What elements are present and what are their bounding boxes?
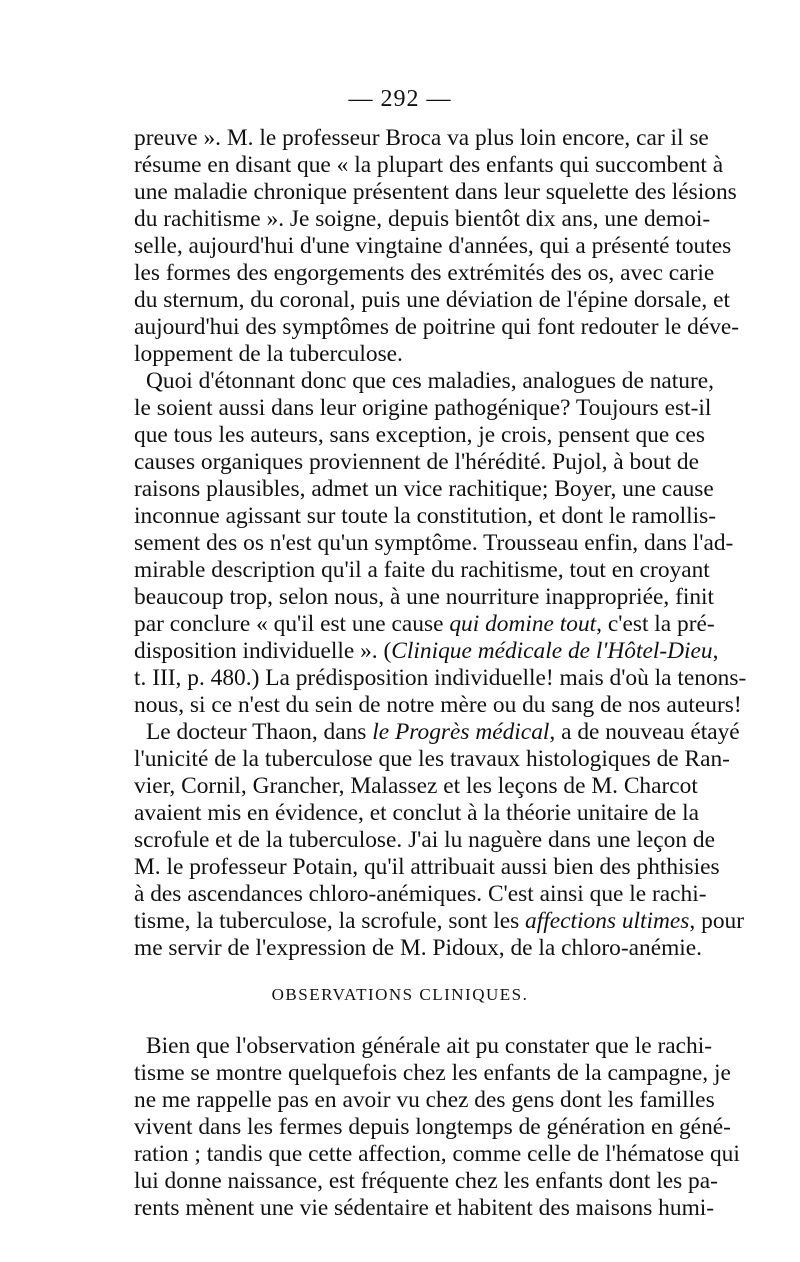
text-span: , c'est la pré- (596, 611, 715, 637)
page-number: — 292 — (348, 86, 452, 112)
text-line: inconnue agissant sur toute la constitution, et dont le ramollis- (134, 503, 717, 529)
text-line: les formes des engorgements des extrémités des os, avec carie (134, 260, 715, 286)
text-line: à des ascendances chloro-anémiques. C'est ainsi que le rachi- (134, 881, 707, 907)
text-line: me servir de l'expression de M. Pidoux, de la chloro-anémie. (134, 935, 703, 961)
text-line (146, 717, 740, 747)
text-line: loppement de la tuberculose. (134, 341, 403, 367)
text-line: une maladie chronique présentent dans leur squelette des lésions (134, 179, 737, 205)
text-span: tisme, la tuberculose, la scrofule, sont les (134, 908, 526, 934)
text-line: ne me rappelle pas en avoir vu chez des gens dont les familles (134, 1087, 715, 1113)
text-line: ration ; tandis que cette affection, comme celle de l'hématose qui (134, 1141, 740, 1167)
text-line: lui donne naissance, est fréquente chez les enfants dont les pa- (134, 1168, 718, 1194)
text-line: avaient mis en évidence, et conclut à la théorie unitaire de la (134, 800, 700, 826)
text-line: mirable description qu'il a faite du rachitisme, tout en croyant (134, 557, 710, 583)
text-line (134, 636, 719, 666)
text-line: tisme se montre quelquefois chez les enfants de la campagne, je (134, 1060, 731, 1086)
italic-citation: Clinique médicale de l'Hôtel-Dieu (391, 638, 713, 664)
text-line: raisons plausibles, admet un vice rachitique; Boyer, une cause (134, 476, 714, 502)
text-line: vier, Cornil, Grancher, Malassez et les leçons de M. Charcot (134, 773, 698, 799)
text-line: selle, aujourd'hui d'une vingtaine d'années, qui a présenté toutes (134, 233, 732, 259)
text-line: du rachitisme ». Je soigne, depuis bientôt dix ans, une demoi- (134, 206, 711, 232)
italic-phrase: qui domine tout (449, 611, 597, 637)
text-line: causes organiques proviennent de l'hérédité. Pujol, à bout de (134, 449, 700, 475)
italic-title: le Progrès médical (372, 719, 550, 745)
text-line: aujourd'hui des symptômes de poitrine qui font redouter le déve- (134, 314, 740, 340)
text-span: , pour (689, 908, 744, 934)
text-line: t. III, p. 480.) La prédisposition individuelle! mais d'où la tenons- (134, 665, 747, 691)
text-span: , a de nouveau étayé (549, 719, 740, 745)
text-span: Le docteur Thaon, dans (146, 719, 373, 745)
text-span: disposition individuelle ». ( (134, 638, 392, 664)
text-line: M. le professeur Potain, qu'il attribuait aussi bien des phthisies (134, 854, 720, 880)
text-line (134, 906, 744, 936)
text-line: résume en disant que « la plupart des enfants qui succombent à (134, 152, 724, 178)
text-line: rents mènent une vie sédentaire et habitent des maisons humi- (134, 1195, 715, 1221)
text-line: que tous les auteurs, sans exception, je crois, pensent que ces (134, 422, 705, 448)
text-line: du sternum, du coronal, puis une déviation de l'épine dorsale, et (134, 287, 730, 313)
text-line: sement des os n'est qu'un symptôme. Trousseau enfin, dans l'ad- (134, 530, 734, 556)
text-line: scrofule et de la tuberculose. J'ai lu naguère dans une leçon de (134, 827, 715, 853)
text-line: nous, si ce n'est du sein de notre mère ou du sang de nos auteurs! (134, 692, 742, 718)
text-line (134, 609, 715, 639)
section-heading: OBSERVATIONS CLINIQUES. (271, 985, 529, 1004)
italic-phrase: affections ultimes (525, 908, 690, 934)
text-span: , (712, 638, 719, 664)
text-line: beaucoup trop, selon nous, à une nourriture inappropriée, finit (134, 584, 715, 610)
text-line: vivent dans les fermes depuis longtemps de génération en géné- (134, 1114, 731, 1140)
text-line: Bien que l'observation générale ait pu constater que le rachi- (146, 1033, 713, 1059)
text-span: par conclure « qu'il est une cause (134, 611, 450, 637)
text-line: Quoi d'étonnant donc que ces maladies, analogues de nature, (146, 368, 714, 394)
text-line: le soient aussi dans leur origine pathogénique? Toujours est-il (134, 395, 712, 421)
text-line: l'unicité de la tuberculose que les travaux histologiques de Ran- (134, 746, 730, 772)
text-line: preuve ». M. le professeur Broca va plus loin encore, car il se (134, 125, 709, 151)
